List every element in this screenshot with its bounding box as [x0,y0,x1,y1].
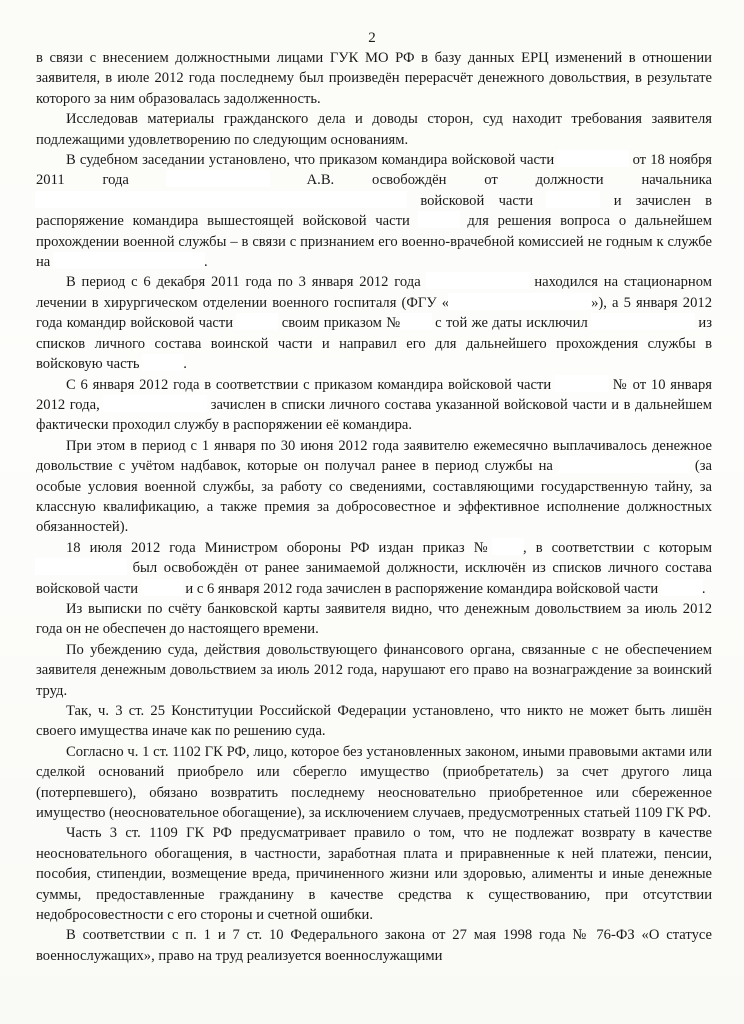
redaction-box [558,151,628,166]
redaction-box [167,171,269,186]
redaction-box [592,314,694,329]
document-body [36,48,712,966]
redaction-box [556,376,608,391]
paragraph-4: В период с 6 декабря 2011 года по 3 января 2012 года находился на стационарном лечении в хирургическом отделении военного госпиталя (ФГУ « »), а 5 января 2012 года командир войсковой части своим приказом № с той же даты исключил из списков личного состава воинской части и направил его для дальнейшего прохождения службы в войсковую часть . [36,274,712,373]
paragraph-3: В судебном заседании установлено, что приказом командира войсковой части от 18 ноября 2011 года А.В. освобождён от должности начальника войсковой части и зачислен в распоряжение командира вышестоящей войсковой части для решения вопроса о дальнейшем прохождении военной службы – в связи с признанием его военно-врачебной комиссией не годным к службе на . [36,152,713,271]
redaction-box [501,294,591,309]
redaction-box [104,396,206,411]
paragraph-2: Исследовав материалы гражданского дела и доводы сторон, суд находит требования заявителя подлежащими удовлетворению по следующим основаниям. [36,111,712,148]
paragraph-7: 18 июля 2012 года Министром обороны РФ издан приказ № , в соответствии с которым был освобождён от ранее занимаемой должности, исключён из списков личного состава войсковой части и с 6 января 2012 года зачислен в распоряжение командира войсковой части . [36,539,713,597]
redaction-box [547,192,599,207]
paragraph-13: В соответствии с п. 1 и 7 ст. 10 Федерального закона от 27 мая 1998 года № 76-ФЗ «О статусе военнослужащих», право на труд реализуется военнослужащими [36,927,712,964]
redaction-box [401,314,431,329]
redaction-box [559,457,689,472]
paragraph-12: Часть 3 ст. 1109 ГК РФ предусматривает правило о том, что не подлежат возврату в качестве неосновательного обогащения, в частности, заработная плата и приравненные к ней платежи, пенсии, пособия, стипендии, возмещение вреда, причиненного жизни или здоровью, алименты и иные денежные суммы, предоставленные гражданину в качестве средства к существованию, при отсутствии недобросовестности с его стороны и счетной ошибки. [36,825,712,924]
redaction-box [276,192,406,207]
redaction-box [143,355,183,370]
paragraph-11: Согласно ч. 1 ст. 1102 ГК РФ, лицо, которое без установленных законом, иными правовыми актами или сделкой оснований приобрело или сберегло имущество (приобретатель) за счет другого лица (потерпевшего), обязано возвратить последнему неосновательно приобретенное или сбереженное имущество (неосновательное обогащение), за исключением случаев, предусмотренных статьей 1109 ГК РФ. [36,743,712,822]
redaction-box [419,212,459,227]
paragraph-5: С 6 января 2012 года в соответствии с приказом командира войсковой части № от 10 января 2012 года, зачислен в списки личного состава указанной войсковой части и в дальнейшем фактически проходил службу в распоряжении её командира. [36,376,713,434]
redaction-box [493,539,523,554]
redaction-box [427,273,529,288]
paragraph-6: При этом в период с 1 января по 30 июня 2012 года заявителю ежемесячно выплачивалось денежное довольствие с учётом надбавок, которые он получал ранее в период службы на (за особые условия военной службы, за работу со сведениями, составляющими государственную тайну, за классную квалификацию, а также премия за добросовестное и эффективное исполнение должностных обязанностей). [36,437,713,536]
redaction-box [662,580,702,595]
redaction-box [449,294,501,309]
redaction-box [237,314,277,329]
redaction-box [36,559,126,574]
paragraph-9: По убеждению суда, действия довольствующего финансового органа, связанные с не обеспечением заявителя денежным довольствием за июль 2012 года, нарушают его право на вознаграждение за воинский труд. [36,641,712,699]
paragraph-1: в связи с внесением должностными лицами ГУК МО РФ в базу данных ЕРЦ изменений в отношении заявителя, в июле 2012 года последнему был произведён перерасчёт денежного довольствия, в результате которого за ним образовалась задолженность. [36,50,712,107]
page-number: 2 [368,30,376,46]
paragraph-10: Так, ч. 3 ст. 25 Конституции Российской Федерации установлено, что никто не может быть лишён своего имущества иначе как по решению суда. [36,703,712,740]
redaction-box [142,580,182,595]
paragraph-8: Из выписки по счёту банковской карты заявителя видно, что денежным довольствием за июль 2012 года он не обеспечен до настоящего времени. [36,600,712,638]
redaction-box [54,253,204,268]
redaction-box [36,192,276,207]
